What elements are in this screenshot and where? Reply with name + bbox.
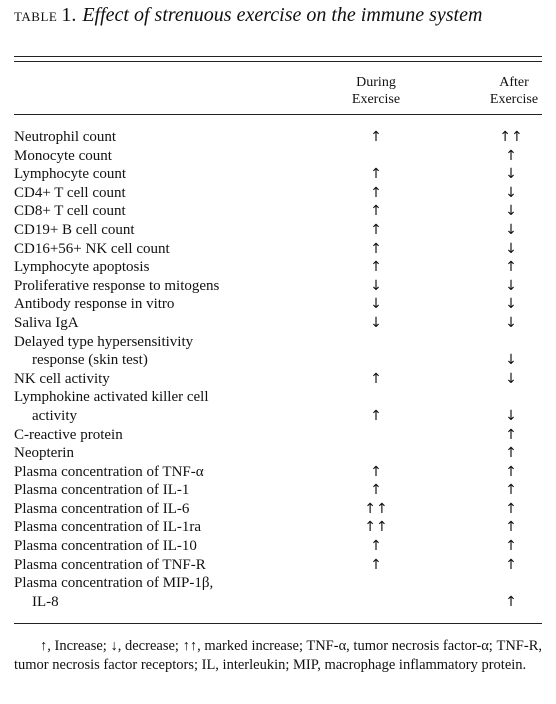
table-row (14, 556, 542, 575)
after-exercise-value: ↑ (505, 259, 517, 276)
row-label (14, 518, 314, 537)
table-row (14, 240, 542, 259)
table-page (14, 0, 542, 704)
after-exercise-value: ↑ (505, 463, 517, 480)
row-label-line: Delayed type hypersensitivity (14, 333, 194, 350)
table-title-text: Effect of strenuous exercise on the immune system (82, 4, 483, 26)
row-label-line: Neopterin (14, 445, 74, 462)
row-label-line: Saliva IgA (14, 314, 79, 331)
table-number: 1. (61, 4, 77, 26)
row-label-continuation: response (skin test) (32, 352, 148, 369)
during-exercise-value: ↓ (370, 296, 382, 313)
table-row (14, 500, 542, 519)
during-exercise-value: ↑↑ (364, 500, 388, 517)
row-label-line: Lymphocyte apoptosis (14, 259, 150, 276)
during-exercise-value: ↑ (370, 184, 382, 201)
table-row (14, 221, 542, 240)
row-label-line: C-reactive protein (14, 426, 123, 443)
table-row (14, 388, 542, 425)
row-label (14, 147, 314, 166)
during-exercise-value: ↑ (370, 556, 382, 573)
after-exercise-value: ↑ (505, 147, 517, 164)
row-label-line: Lymphocyte count (14, 166, 127, 183)
after-exercise-value: ↑ (505, 556, 517, 573)
row-label-line: CD4+ T cell count (14, 184, 126, 201)
table-row (14, 537, 542, 556)
during-exercise-value: ↑ (370, 129, 382, 145)
after-exercise-value: ↓ (505, 352, 517, 369)
table-row (14, 463, 542, 482)
row-label (14, 537, 314, 556)
row-label-line: Plasma concentration of IL-6 (14, 500, 190, 517)
row-label (14, 500, 314, 519)
after-exercise-value: ↓ (505, 277, 517, 294)
row-label-line: Plasma concentration of TNF-α (14, 463, 204, 480)
row-label (14, 426, 314, 445)
table-row (14, 295, 542, 314)
table-row (14, 333, 542, 370)
row-label (14, 333, 314, 370)
table-row (14, 258, 542, 277)
table-footnote: ↑, Increase; ↓, decrease; ↑↑, marked increase; TNF-α, tumor necrosis factor-α; TNF-R, tumor necrosis factor receptors; IL, interleukin; MIP, macrophage inflammatory protein. (14, 638, 542, 673)
after-exercise-value: ↓ (505, 240, 517, 257)
during-exercise-value: ↑ (370, 259, 382, 276)
row-label (14, 444, 314, 463)
table-row (14, 277, 542, 296)
row-label-line: Plasma concentration of MIP-1β, (14, 575, 214, 592)
row-label (14, 128, 314, 147)
row-label-line: Plasma concentration of IL-10 (14, 538, 197, 555)
row-label-continuation: activity (32, 407, 77, 424)
table-row (14, 202, 542, 221)
table-row (14, 147, 542, 166)
row-label (14, 277, 314, 296)
after-exercise-value: ↓ (505, 407, 517, 424)
during-exercise-value: ↑ (370, 240, 382, 257)
after-exercise-value: ↑↑ (499, 129, 523, 145)
column-header-during-exercise (336, 74, 416, 108)
row-label (14, 221, 314, 240)
row-label (14, 314, 314, 333)
row-label (14, 295, 314, 314)
during-exercise-value: ↑ (370, 221, 382, 238)
during-exercise-value: ↑ (370, 203, 382, 220)
row-label (14, 370, 314, 389)
during-exercise-value: ↑ (370, 407, 382, 424)
after-exercise-value: ↓ (505, 166, 517, 183)
row-label-line: Antibody response in vitro (14, 296, 175, 313)
row-label (14, 556, 314, 575)
column-header-line: Exercise (351, 92, 401, 107)
after-exercise-value: ↑ (505, 593, 517, 610)
row-label (14, 388, 314, 425)
after-exercise-value: ↓ (505, 221, 517, 238)
during-exercise-value: ↑ (370, 538, 382, 555)
row-label (14, 202, 314, 221)
row-label (14, 574, 314, 611)
header-rule (14, 114, 542, 115)
row-label (14, 258, 314, 277)
table-row (14, 426, 542, 445)
table-body (14, 128, 542, 611)
row-label (14, 240, 314, 259)
column-header-line: During (356, 75, 396, 90)
row-label (14, 481, 314, 500)
row-label-line: Monocyte count (14, 147, 112, 164)
table-row (14, 314, 542, 333)
during-exercise-value: ↑ (370, 370, 382, 387)
after-exercise-value: ↓ (505, 314, 517, 331)
during-exercise-value: ↑↑ (364, 519, 388, 536)
during-exercise-value: ↑ (370, 166, 382, 183)
row-label (14, 165, 314, 184)
after-exercise-value: ↑ (505, 445, 517, 462)
row-label-line: Lymphokine activated killer cell (14, 389, 209, 406)
after-exercise-value: ↑ (505, 538, 517, 555)
column-header-after-exercise (474, 74, 554, 108)
during-exercise-value: ↓ (370, 314, 382, 331)
after-exercise-value: ↑ (505, 500, 517, 517)
row-label (14, 463, 314, 482)
row-label-line: Plasma concentration of IL-1 (14, 482, 190, 499)
row-label-line: Proliferative response to mitogens (14, 277, 220, 294)
table-row (14, 128, 542, 147)
table-title (14, 3, 542, 29)
bottom-rule (14, 623, 542, 624)
row-label-continuation: IL-8 (32, 593, 59, 610)
after-exercise-value: ↑ (505, 482, 517, 499)
after-exercise-value: ↓ (505, 184, 517, 201)
row-label-line: NK cell activity (14, 370, 110, 387)
after-exercise-value: ↓ (505, 370, 517, 387)
table-row (14, 518, 542, 537)
row-label-line: CD19+ B cell count (14, 221, 135, 238)
row-label-line: Neutrophil count (14, 129, 117, 145)
row-label-line: CD16+56+ NK cell count (14, 240, 170, 257)
column-header-line: After (499, 75, 529, 90)
during-exercise-value: ↓ (370, 277, 382, 294)
after-exercise-value: ↓ (505, 203, 517, 220)
table-row (14, 444, 542, 463)
during-exercise-value: ↑ (370, 482, 382, 499)
table-row (14, 184, 542, 203)
table-label: TABLE (14, 9, 58, 24)
row-label (14, 184, 314, 203)
top-double-rule (14, 56, 542, 62)
row-label-line: Plasma concentration of TNF-R (14, 556, 206, 573)
table-row (14, 165, 542, 184)
row-label-line: Plasma concentration of IL-1ra (14, 519, 202, 536)
after-exercise-value: ↑ (505, 426, 517, 443)
during-exercise-value: ↑ (370, 463, 382, 480)
after-exercise-value: ↑ (505, 519, 517, 536)
table-row (14, 370, 542, 389)
column-header-line: Exercise (489, 92, 539, 107)
table-row (14, 481, 542, 500)
after-exercise-value: ↓ (505, 296, 517, 313)
row-label-line: CD8+ T cell count (14, 203, 126, 220)
table-row (14, 574, 542, 611)
